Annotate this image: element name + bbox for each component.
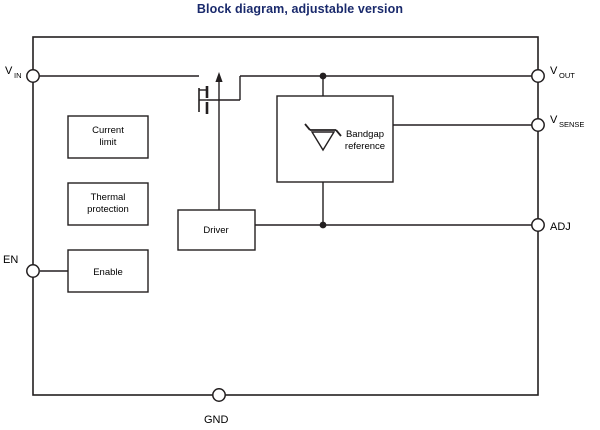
pin-label-vsense-sub: SENSE (559, 120, 585, 129)
block-current-limit-label-line1: Current (92, 125, 124, 136)
pin-terminal-vin[interactable] (27, 70, 39, 82)
block-current-limit-label-line2: limit (99, 137, 117, 148)
block-driver-label: Driver (203, 225, 229, 236)
pin-label-vout-base: V (550, 65, 558, 77)
pin-label-gnd: GND (204, 414, 229, 426)
transistor-arrow-head (215, 72, 222, 82)
pin-terminal-adj[interactable] (532, 219, 544, 231)
figure-title: Block diagram, adjustable version (196, 2, 404, 16)
pin-terminal-gnd[interactable] (213, 389, 225, 401)
pin-label-vin-base: V (5, 65, 13, 77)
pin-terminal-vout[interactable] (532, 70, 544, 82)
block-bandgap-reference-label-line2: reference (344, 141, 386, 152)
block-thermal-protection-label-line2: protection (87, 204, 129, 215)
block-bandgap-reference-label-line1: Bandgap (345, 129, 385, 140)
pin-terminal-en[interactable] (27, 265, 39, 277)
pin-label-vsense-base: V (550, 114, 558, 126)
pin-label-en: EN (3, 254, 19, 266)
pin-terminal-vsense[interactable] (532, 119, 544, 131)
block-enable-label: Enable (93, 267, 123, 278)
block-thermal-protection-label-line1: Thermal (90, 192, 126, 203)
pin-label-vout-sub: OUT (559, 71, 575, 80)
pin-label-adj: ADJ (550, 221, 571, 233)
pin-label-vin-sub: IN (14, 71, 22, 80)
